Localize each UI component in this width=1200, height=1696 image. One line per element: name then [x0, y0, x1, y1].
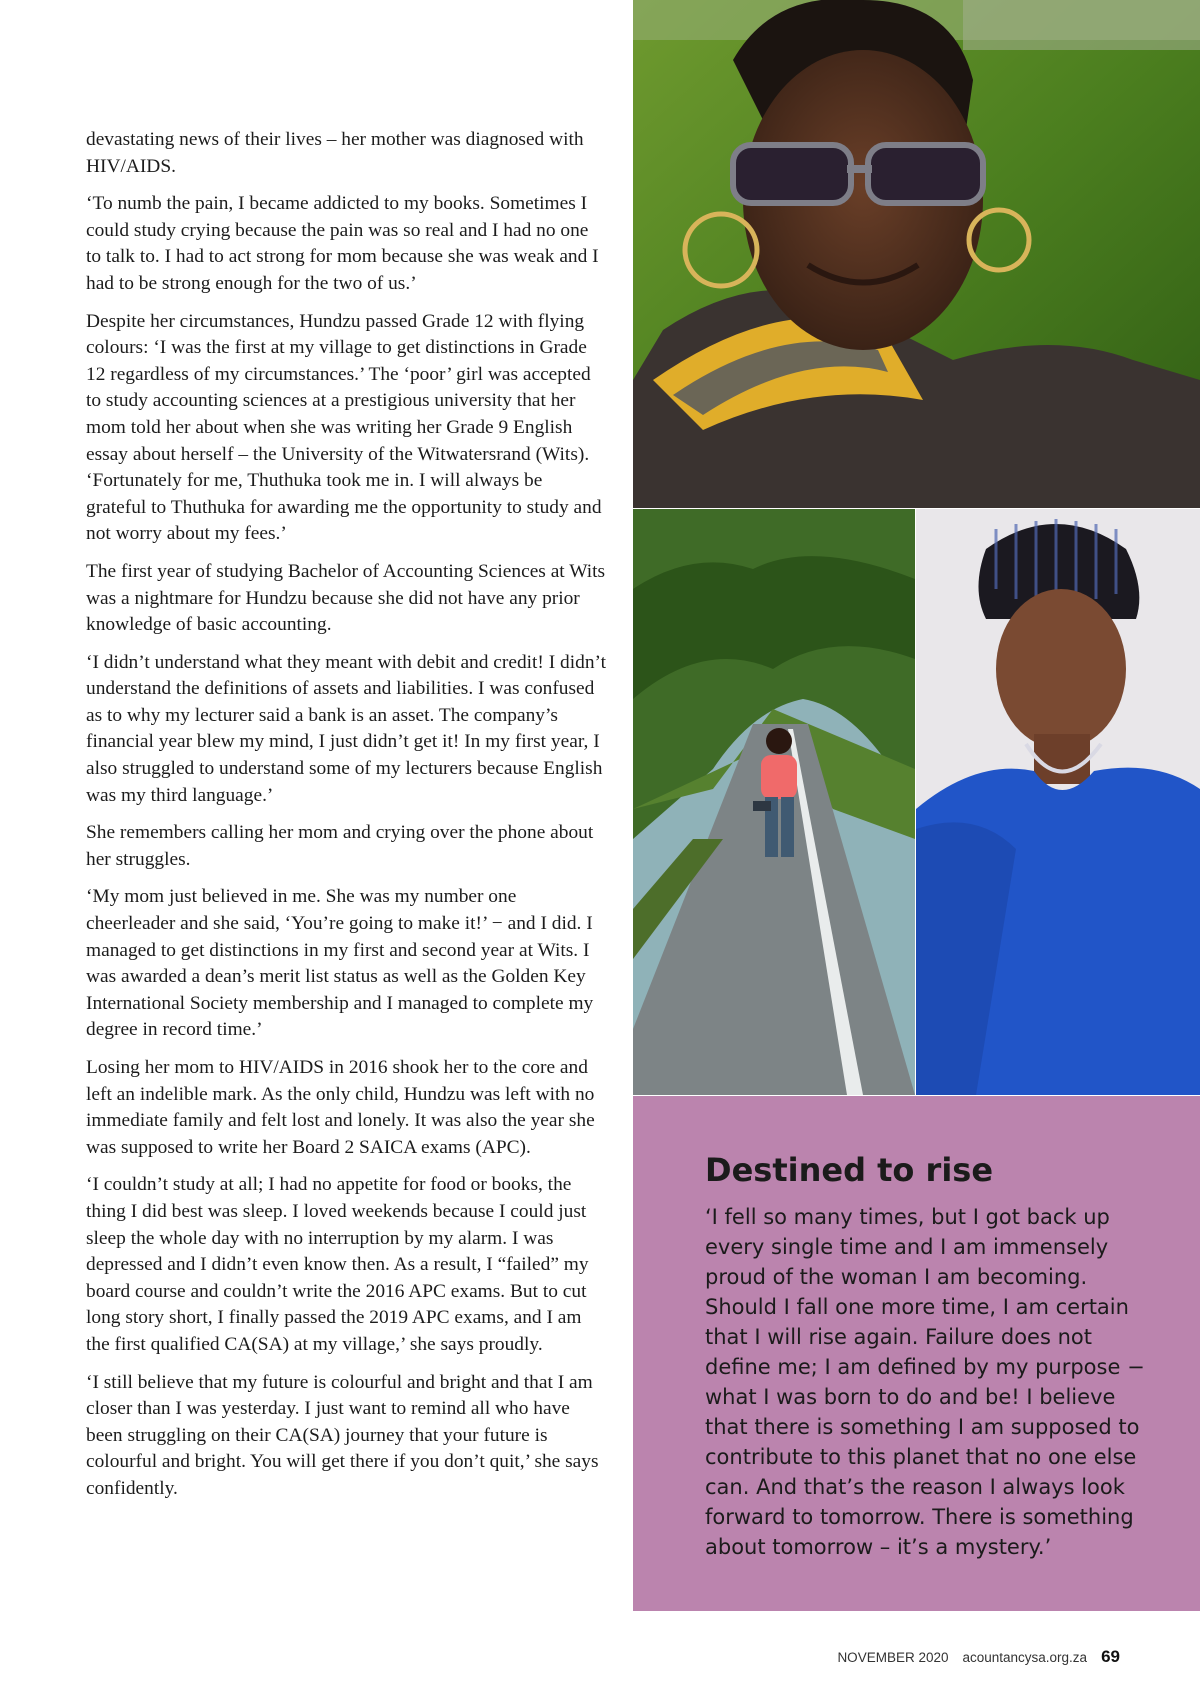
page-footer	[837, 1647, 1120, 1667]
paragraph: ‘To numb the pain, I became addicted to my books. Sometimes I could study crying because the pain was so real and I had no one to talk to. I had to act strong for mom because she was weak and I had to be strong enough for the two of us.’	[86, 193, 599, 294]
paragraph: Losing her mom to HIV/AIDS in 2016 shook her to the core and left an indelible mark. As the only child, Hundzu was left with no immediate family and felt lost and lonely. It was also the year she was supposed to write her Board 2 SAICA exams (APC).	[86, 1057, 595, 1158]
paragraph: devastating news of their lives – her mother was diagnosed with HIV/AIDS.	[86, 129, 584, 177]
paragraph: Despite her circumstances, Hundzu passed Grade 12 with flying colours: ‘I was the first at my village to get distinctions in Grade 12 regardless of my circumstances.’ The ‘poor’ girl was accepted to study accounting sciences at a prestigious university that her mom told her about when she was writing her Grade 9 English essay about herself – the University of the Witwatersrand (Wits). ‘Fortunately for me, Thuthuka took me in. I will always be grateful to Thuthuka for awarding me the opportunity to study and not worry about my fees.’	[86, 310, 602, 545]
issue-date: NOVEMBER 2020	[837, 1650, 949, 1665]
road-walking-photo	[633, 509, 915, 1095]
graduation-selfie-photo	[633, 0, 1200, 508]
paragraph: ‘I couldn’t study at all; I had no appetite for food or books, the thing I did best was sleep. I loved weekends because I could just sleep the whole day with no interruption by my alarm. I was depressed and I didn’t even know then. As a result, I “failed” my board course and couldn’t write the 2016 APC exams. But to cut long story short, I finally passed the 2019 APC exams, and I am the first qualified CA(SA) at my village,’ she says proudly.	[86, 1174, 589, 1355]
article-body	[86, 127, 606, 1514]
paragraph: She remembers calling her mom and crying over the phone about her struggles.	[86, 822, 594, 870]
sidebar-quote: ‘I fell so many times, but I got back up every single time and I am immensely proud of the woman I am becoming. Should I fall one more time, I am certain that I will rise again. Failure does not define me; I am defined by my purpose − what I was born to do and be! I believe that there is something I am supposed to contribute to this planet that no one else can. And that’s the reason I always look forward to tomorrow. There is something about tomorrow – it’s a mystery.’	[705, 1205, 1145, 1559]
portrait-photo	[916, 509, 1200, 1095]
website-link[interactable]: acountancysa.org.za	[962, 1650, 1088, 1665]
paragraph: The first year of studying Bachelor of Accounting Sciences at Wits was a nightmare for Hundzu because she did not have any prior knowledge of basic accounting.	[86, 560, 606, 636]
paragraph: ‘I still believe that my future is colourful and bright and that I am closer than I was yesterday. I just want to remind all who have been struggling on their CA(SA) journey that your future is colourful and bright. You will get there if you don’t quit,’ she says confidently.	[86, 1371, 599, 1499]
sidebar-callout	[633, 1096, 1200, 1611]
sidebar-heading: Destined to rise	[705, 1151, 994, 1189]
paragraph: ‘I didn’t understand what they meant with debit and credit! I didn’t understand the definitions of assets and liabilities. I was confused as to why my lecturer said a bank is an asset. The company’s financial year blew my mind, I just didn’t get it! In my first year, I also struggled to understand some of my lecturers because English was my third language.’	[86, 651, 607, 806]
paragraph: ‘My mom just believed in me. She was my number one cheerleader and she said, ‘You’re going to make it!’ − and I did. I managed to get distinctions in my first and second year at Wits. I was awarded a dean’s merit list status as well as the Golden Key International Society membership and I managed to complete my degree in record time.’	[86, 886, 594, 1041]
page-number: 69	[1101, 1647, 1120, 1666]
